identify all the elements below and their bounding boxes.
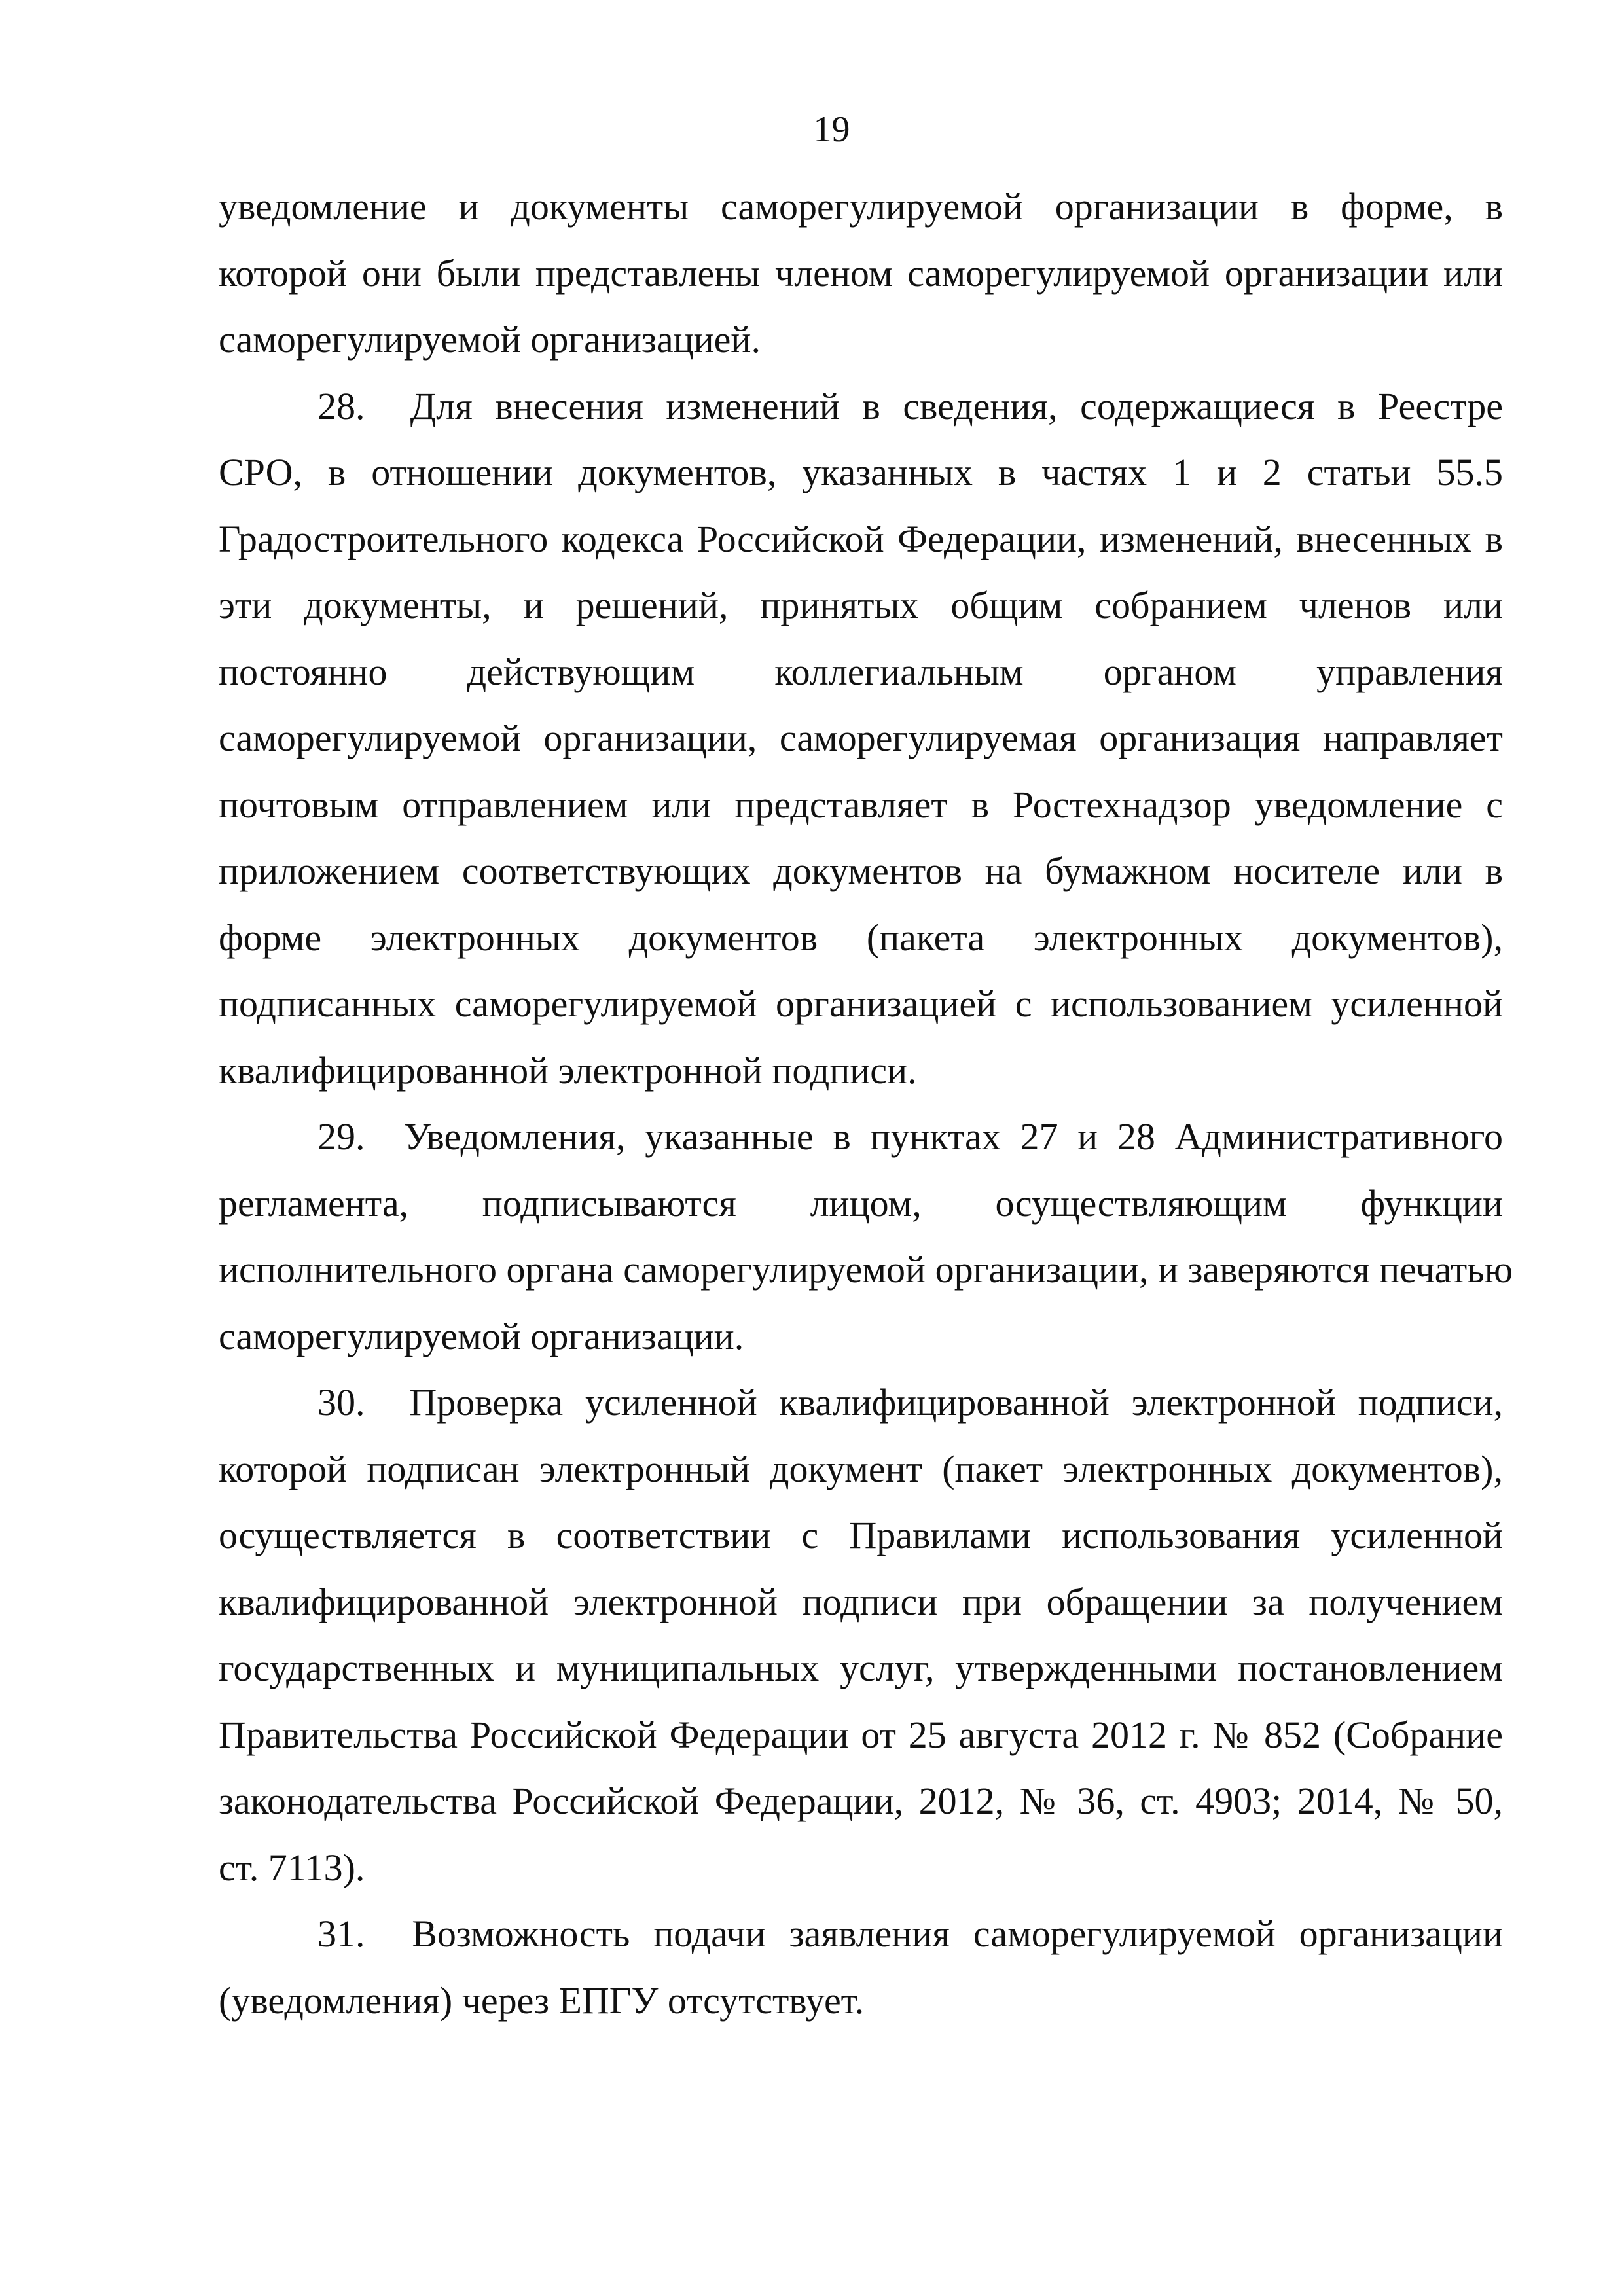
paragraph-28 xyxy=(219,373,1503,1104)
text-line: законодательства Российской Федерации, 2012, № 36, ст. 4903; 2014, № 50, xyxy=(219,1780,1503,1822)
text-line: которой подписан электронный документ (пакет электронных документов), xyxy=(219,1447,1503,1490)
text-line: (уведомления) через ЕПГУ отсутствует. xyxy=(219,1979,865,2022)
text-line: которой они были представлены членом саморегулируемой организации или xyxy=(219,251,1503,295)
text-line: Правительства Российской Федерации от 25 августа 2012 г. № 852 (Собрание xyxy=(219,1713,1503,1756)
text-line: эти документы, и решений, принятых общим собранием членов или xyxy=(219,584,1503,626)
paragraph-31 xyxy=(219,1901,1503,2034)
paragraph-continuation xyxy=(219,173,1503,373)
text-line: форме электронных документов (пакета электронных документов), xyxy=(219,916,1503,959)
text-line: квалифицированной электронной подписи. xyxy=(219,1049,917,1092)
paragraph-number: 31. xyxy=(317,1912,365,1955)
text-line: саморегулируемой организацией. xyxy=(219,318,761,361)
text-line: Градостроительного кодекса Российской Федерации, изменений, внесенных в xyxy=(219,517,1503,560)
text-line: исполнительного органа саморегулируемой организации, и заверяются печатью xyxy=(219,1248,1513,1291)
text-line: уведомление и документы саморегулируемой организации в форме, в xyxy=(219,185,1503,228)
paragraph-29 xyxy=(219,1103,1513,1369)
paragraph-number: 29. xyxy=(317,1115,365,1158)
paragraph-30 xyxy=(219,1369,1503,1901)
text-line: регламента, подписываются лицом, осуществляющим функции xyxy=(219,1181,1503,1225)
text-line: ст. 7113). xyxy=(219,1846,365,1889)
text-line: постоянно действующим коллегиальным органом управления xyxy=(219,650,1503,693)
text-line: квалифицированной электронной подписи при обращении за получением xyxy=(219,1580,1503,1623)
text-line: СРО, в отношении документов, указанных в частях 1 и 2 статьи 55.5 xyxy=(219,451,1503,493)
text-line: саморегулируемой организации. xyxy=(219,1314,744,1357)
text-line: осуществляется в соответствии с Правилами использования усиленной xyxy=(219,1514,1503,1556)
text-line: 28. Для внесения изменений в сведения, содержащиеся в Реестре xyxy=(317,384,1503,427)
paragraph-number: 28. xyxy=(317,384,365,427)
text-line: государственных и муниципальных услуг, утвержденными постановлением xyxy=(219,1647,1503,1689)
text-line: 31. Возможность подачи заявления саморегулируемой организации xyxy=(317,1912,1503,1955)
text-line: 30. Проверка усиленной квалифицированной электронной подписи, xyxy=(317,1381,1503,1424)
text-line: подписанных саморегулируемой организацией с использованием усиленной xyxy=(219,982,1503,1025)
text-line: 29. Уведомления, указанные в пунктах 27 и 28 Административного xyxy=(317,1115,1503,1158)
page-number: 19 xyxy=(813,109,850,150)
text-line: саморегулируемой организации, саморегулируемая организация направляет xyxy=(219,717,1503,759)
document-body xyxy=(219,173,1513,2034)
text-line: почтовым отправлением или представляет в Ростехнадзор уведомление с xyxy=(219,783,1503,826)
paragraph-number: 30. xyxy=(317,1381,365,1424)
text-line: приложением соответствующих документов на бумажном носителе или в xyxy=(219,850,1503,892)
